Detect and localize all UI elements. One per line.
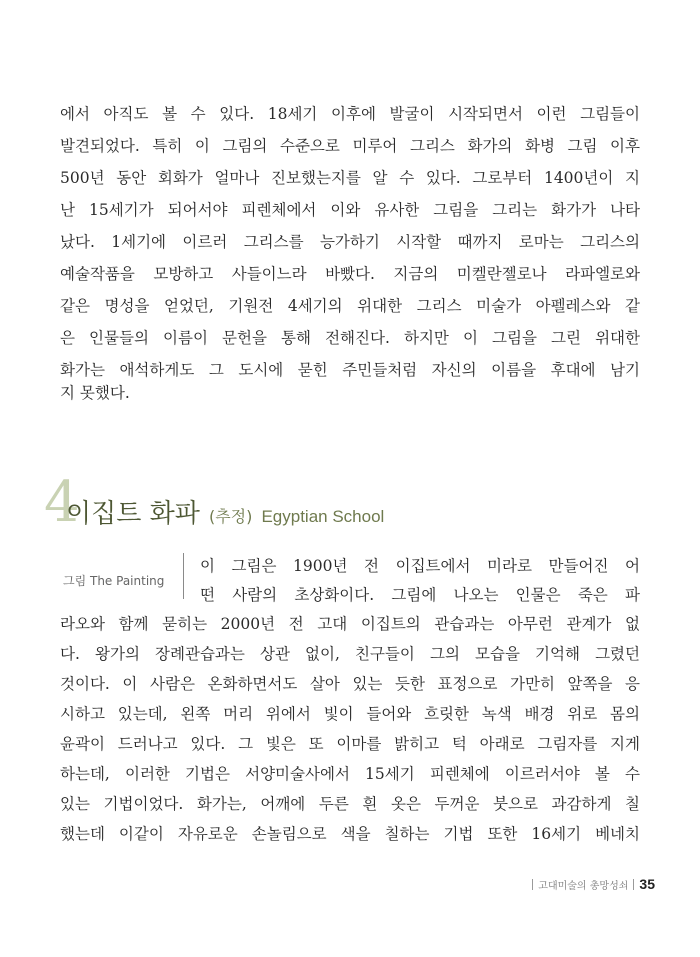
side-label: 그림 The Painting — [63, 574, 165, 588]
text-line: 은 인물들의 이름이 문헌을 통해 전해진다. 하지만 이 그림을 그린 위대한 — [60, 329, 640, 347]
footer-divider — [633, 879, 634, 890]
text-line: 같은 명성을 얻었던, 기원전 4세기의 위대한 그리스 미술가 아펠레스와 같 — [60, 297, 640, 315]
section-subtitle-ko: (추정) — [208, 507, 253, 526]
text-line: 다. 왕가의 장례관습과는 상관 없이, 친구들이 그의 모습을 기억해 그렸던 — [60, 645, 640, 663]
text-line: 했는데 이같이 자유로운 손놀림으로 색을 칠하는 기법 또한 16세기 베네치 — [60, 825, 640, 843]
section-title: 이집트 화파 — [66, 499, 200, 529]
section-number: 4 — [44, 470, 80, 535]
running-title: 고대미술의 총망성쇠 — [538, 880, 629, 892]
text-line: 윤곽이 드러나고 있다. 그 빛은 또 이마를 밝히고 턱 아래로 그림자를 지게 — [60, 735, 640, 753]
text-line: 500년 동안 회화가 얼마나 진보했는지를 알 수 있다. 그로부터 1400년이 지 — [60, 169, 640, 187]
text-line: 예술작품을 모방하고 사들이느라 바빴다. 지금의 미켈란젤로나 라파엘로와 — [60, 265, 640, 283]
text-line: 발견되었다. 특히 이 그림의 수준으로 미루어 그리스 화가의 화병 그림 이후 — [60, 137, 640, 155]
side-divider — [183, 553, 184, 599]
text-line: 라오와 함께 묻히는 2000년 전 고대 이집트의 관습과는 아무런 관계가 없 — [60, 615, 640, 633]
page-number: 35 — [639, 876, 655, 892]
section-heading — [66, 497, 384, 531]
text-line: 시하고 있는데, 왼쪽 머리 위에서 빛이 들어와 흐릿한 녹색 배경 위로 몸의 — [60, 705, 640, 723]
text-line: 난 15세기가 되어서야 피렌체에서 이와 유사한 그림을 그리는 화가가 나타 — [60, 201, 640, 219]
text-line: 에서 아직도 볼 수 있다. 18세기 이후에 발굴이 시작되면서 이런 그림들이 — [60, 105, 640, 123]
text-line: 화가는 애석하게도 그 도시에 묻힌 주민들처럼 자신의 이름을 후대에 남기 — [60, 361, 640, 379]
text-line: 떤 사람의 초상화이다. 그림에 나오는 인물은 죽은 파 — [200, 586, 640, 604]
text-line: 지 못했다. — [60, 384, 130, 402]
page-footer — [527, 876, 655, 892]
text-line: 하는데, 이러한 기법은 서양미술사에서 15세기 피렌체에 이르러서야 볼 수 — [60, 765, 640, 783]
section-subtitle-en: Egyptian School — [261, 507, 385, 526]
text-line: 것이다. 이 사람은 온화하면서도 살아 있는 듯한 표정으로 가만히 앞쪽을 응 — [60, 675, 640, 693]
text-line: 있는 기법이었다. 화가는, 어깨에 두른 흰 옷은 두꺼운 붓으로 과감하게 칠 — [60, 795, 640, 813]
footer-divider — [532, 879, 533, 890]
text-line: 이 그림은 1900년 전 이집트에서 미라로 만들어진 어 — [200, 557, 640, 575]
text-line: 났다. 1세기에 이르러 그리스를 능가하기 시작할 때까지 로마는 그리스의 — [60, 233, 640, 251]
